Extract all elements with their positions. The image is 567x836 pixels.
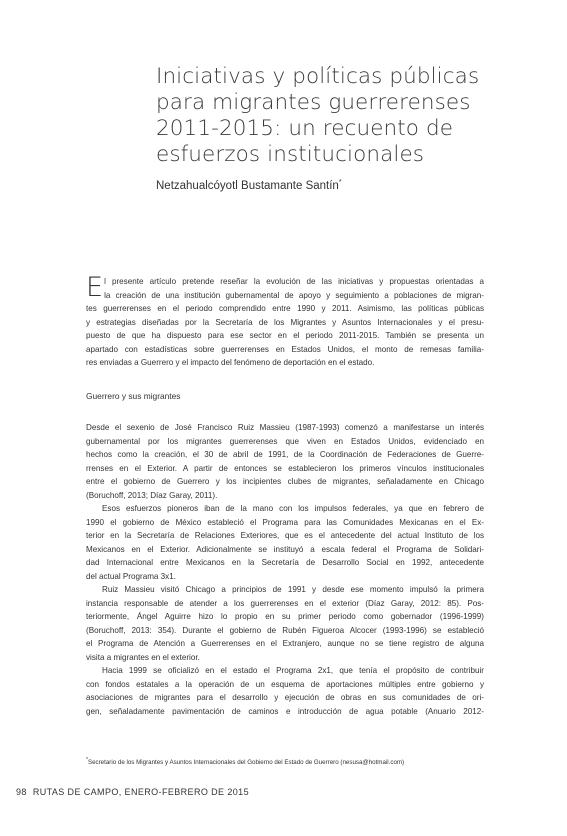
drop-cap: E bbox=[86, 272, 104, 303]
abstract-line: puesto de que ha dispuesto para ese sector en el periodo 2011-2015. También se presenta un bbox=[86, 331, 484, 340]
title-line-3: 2011-2015: un recuento de bbox=[156, 116, 454, 141]
body-line: instancia responsable de atender a los guerrerenses en el exterior (Díaz Garay, 2012: 85). Pos- bbox=[86, 598, 484, 608]
body-line: rrenses en el Exterior. A partir de entonces se establecieron los primeros vínculos institucionales bbox=[86, 463, 484, 473]
abstract-line: res enviadas a Guerrero y el impacto del fenómeno de deportación en el estado. bbox=[86, 358, 375, 367]
body-line: (Boruchoff, 2013; Díaz Garay, 2011). bbox=[86, 490, 218, 500]
abstract-line: l presente artículo pretende reseñar la evolución de las iniciativas y propuestas orientadas a bbox=[104, 277, 484, 286]
footnote bbox=[86, 757, 496, 766]
body-line: terior en la Secretaría de Relaciones Exteriores, que es el antecedente del actual Instituto de los bbox=[86, 531, 484, 540]
abstract-line: y estrategias diseñadas por la Secretaría de los Migrantes y Asuntos Internacionales y el presu- bbox=[86, 317, 484, 327]
page-footer bbox=[16, 787, 249, 797]
body-line: 1990 el gobierno de México estableció el Programa para las Comunidades Mexicanas en el Ex- bbox=[86, 517, 484, 527]
article-title bbox=[156, 64, 516, 168]
body-line: entre el gobierno de Guerrero y los incipientes clubes de migrantes, señaladamente en Chicago bbox=[86, 477, 484, 486]
body-text bbox=[86, 421, 484, 718]
body-line: con fondos estatales a la operación de un esquema de aportaciones múltiples entre gobierno y bbox=[86, 679, 484, 689]
author-byline bbox=[156, 179, 342, 192]
body-line: el Programa de Atención a Guerrerenses en el Extranjero, aunque no se tiene registro de alguna bbox=[86, 639, 484, 648]
body-line: (Boruchoff, 2013: 354). Durante el gobierno de Rubén Figueroa Alcocer (1993-1996) se estableció bbox=[86, 625, 484, 635]
body-line: del actual Programa 3x1. bbox=[86, 571, 176, 581]
title-line-1: Iniciativas y políticas públicas bbox=[156, 64, 480, 89]
title-line-4: esfuerzos institucionales bbox=[156, 142, 425, 167]
body-line: gen, señaladamente pavimentación de caminos e introducción de agua potable (Anuario 2012- bbox=[86, 706, 484, 716]
abstract-paragraph bbox=[86, 272, 484, 370]
body-line: visita a migrantes en el exterior. bbox=[86, 652, 200, 662]
footnote-text: Secretario de los Migrantes y Asuntos Internacionales del Gobierno del Estado de Guerrero (nesusa@hotmail.com) bbox=[87, 759, 405, 767]
footnote-mark: * bbox=[86, 757, 88, 763]
section-heading: Guerrero y sus migrantes bbox=[86, 391, 181, 401]
body-line: Mexicanos en el Exterior. Adicionalmente se instituyó a escala federal el Programa de Solidari- bbox=[86, 544, 484, 554]
body-line: Ruiz Massieu visitó Chicago a principios de 1991 y desde ese momento impulsó la primera bbox=[102, 585, 484, 594]
body-line: dad Internacional entre Mexicanos en la Secretaría de Desarrollo Social en 1992, antecedente bbox=[86, 558, 484, 567]
page-number: 98 bbox=[16, 787, 27, 797]
body-line: gubernamental por los migrantes guerrerenses que viven en Estados Unidos, evidenciado en bbox=[86, 436, 484, 446]
body-line: Hacia 1999 se oficializó en el estado el Programa 2x1, que tenía el propósito de contribuir bbox=[102, 666, 484, 675]
author-name: Netzahualcóyotl Bustamante Santín bbox=[156, 179, 339, 192]
abstract-line: tes guerrerenses en el periodo comprendido entre 1990 y 2011. Asimismo, las políticas públicas bbox=[86, 304, 484, 313]
abstract-line: la creación de una institución gubernamental de apoyo y seguimiento a poblaciones de migran- bbox=[104, 290, 484, 300]
title-line-2: para migrantes guerrerenses bbox=[156, 90, 471, 115]
body-line: Esos esfuerzos pioneros iban de la mano con los impulsos federales, ya que en febrero de bbox=[102, 504, 484, 513]
author-footnote-mark: * bbox=[338, 179, 342, 186]
body-line: hechos como la creación, el 30 de abril de 1991, de la Coordinación de Federaciones de Guerre- bbox=[86, 450, 484, 459]
abstract-line: apartado con estadísticas sobre guerrerenses en Estados Unidos, el monto de remesas familia- bbox=[86, 344, 484, 354]
body-line: Desde el sexenio de José Francisco Ruiz Massieu (1987-1993) comenzó a manifestarse un interés bbox=[86, 423, 484, 432]
journal-name: RUTAS DE CAMPO, ENERO-FEBRERO DE 2015 bbox=[32, 787, 249, 797]
body-line: asociaciones de migrantes para el desarrollo y ejecución de obras en sus comunidades de ori- bbox=[86, 693, 484, 702]
body-line: teriormente, Ángel Aguirre hizo lo propio en su primer periodo como gobernador (1996-1999) bbox=[86, 612, 484, 621]
